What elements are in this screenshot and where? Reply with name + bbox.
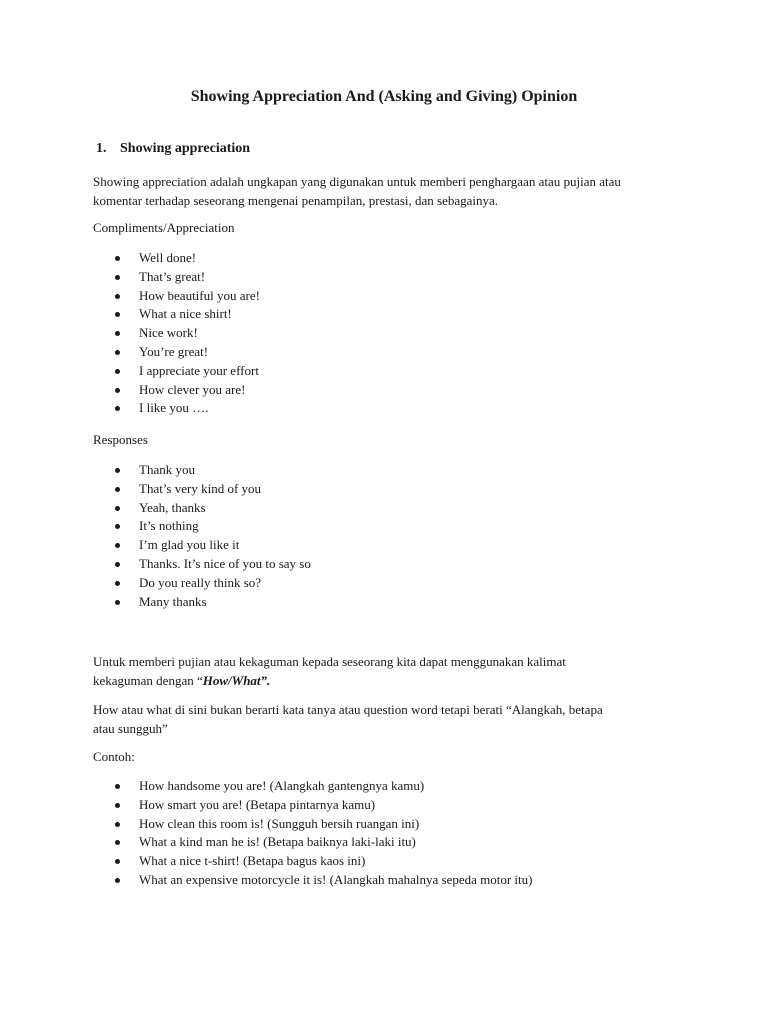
list-item: Well done! (0, 249, 260, 268)
list-item: What a nice t-shirt! (Betapa bagus kaos ini) (0, 852, 532, 871)
list-item: What a kind man he is! (Betapa baiknya laki-laki itu) (0, 833, 532, 852)
bullet-icon (115, 275, 120, 280)
list-item: Yeah, thanks (0, 499, 311, 518)
examples-label: Contoh: (93, 749, 135, 764)
bullet-icon (115, 600, 120, 605)
document-title: Showing Appreciation And (Asking and Giving) Opinion (190, 88, 578, 105)
list-item: Thanks. It’s nice of you to say so (0, 555, 311, 574)
bullet-icon (115, 388, 120, 393)
examples-list (0, 777, 532, 890)
list-item: How beautiful you are! (0, 287, 260, 306)
bullet-icon (115, 878, 120, 883)
list-item: You’re great! (0, 343, 260, 362)
bullet-icon (115, 859, 120, 864)
responses-label: Responses (93, 432, 148, 447)
list-item: What an expensive motorcycle it is! (Alangkah mahalnya sepeda motor itu) (0, 871, 532, 890)
bullet-icon (115, 294, 120, 299)
list-item: Thank you (0, 461, 311, 480)
meaning-line: How atau what di sini bukan berarti kata tanya atau question word tetapi berati “Alangkah, betapa (93, 702, 603, 717)
bullet-icon (115, 784, 120, 789)
list-item: That’s very kind of you (0, 480, 311, 499)
list-item: That’s great! (0, 268, 260, 287)
bullet-icon (115, 369, 120, 374)
bullet-icon (115, 803, 120, 808)
bullet-icon (115, 468, 120, 473)
list-item: How clean this room is! (Sungguh bersih ruangan ini) (0, 815, 532, 834)
responses-list (0, 461, 311, 611)
intro-line: Showing appreciation adalah ungkapan yang digunakan untuk memberi penghargaan atau pujian atau (93, 174, 621, 189)
list-item: Nice work! (0, 324, 260, 343)
bullet-icon (115, 331, 120, 336)
bullet-icon (115, 256, 120, 261)
bullet-icon (115, 506, 120, 511)
bullet-icon (115, 840, 120, 845)
compliments-label: Compliments/Appreciation (93, 220, 235, 235)
list-item: Many thanks (0, 593, 311, 612)
list-item: I like you …. (0, 399, 260, 418)
bullet-icon (115, 543, 120, 548)
bullet-icon (115, 312, 120, 317)
list-item: Do you really think so? (0, 574, 311, 593)
howwhat-line: kekaguman dengan “How/What”. (93, 673, 271, 688)
list-item: It’s nothing (0, 517, 311, 536)
section-number: 1. (96, 141, 107, 156)
intro-paragraph (93, 172, 683, 210)
intro-line: komentar terhadap seseorang mengenai penampilan, prestasi, dan sebagainya. (93, 193, 499, 208)
bullet-icon (115, 524, 120, 529)
howwhat-paragraph (93, 652, 683, 690)
bullet-icon (115, 562, 120, 567)
meaning-line: atau sungguh” (93, 721, 168, 736)
list-item: I’m glad you like it (0, 536, 311, 555)
bullet-icon (115, 406, 120, 411)
compliments-list (0, 249, 260, 418)
emphasis-text: How/What”. (202, 673, 271, 688)
list-item: How handsome you are! (Alangkah gantengnya kamu) (0, 777, 532, 796)
list-item: How clever you are! (0, 381, 260, 400)
list-item: How smart you are! (Betapa pintarnya kamu) (0, 796, 532, 815)
bullet-icon (115, 487, 120, 492)
section-heading-text: Showing appreciation (120, 141, 251, 156)
meaning-paragraph (93, 700, 683, 738)
bullet-icon (115, 822, 120, 827)
bullet-icon (115, 581, 120, 586)
howwhat-line: Untuk memberi pujian atau kekaguman kepada seseorang kita dapat menggunakan kalimat (93, 654, 566, 669)
section-heading (96, 141, 250, 157)
bullet-icon (115, 350, 120, 355)
list-item: I appreciate your effort (0, 362, 260, 381)
list-item: What a nice shirt! (0, 305, 260, 324)
